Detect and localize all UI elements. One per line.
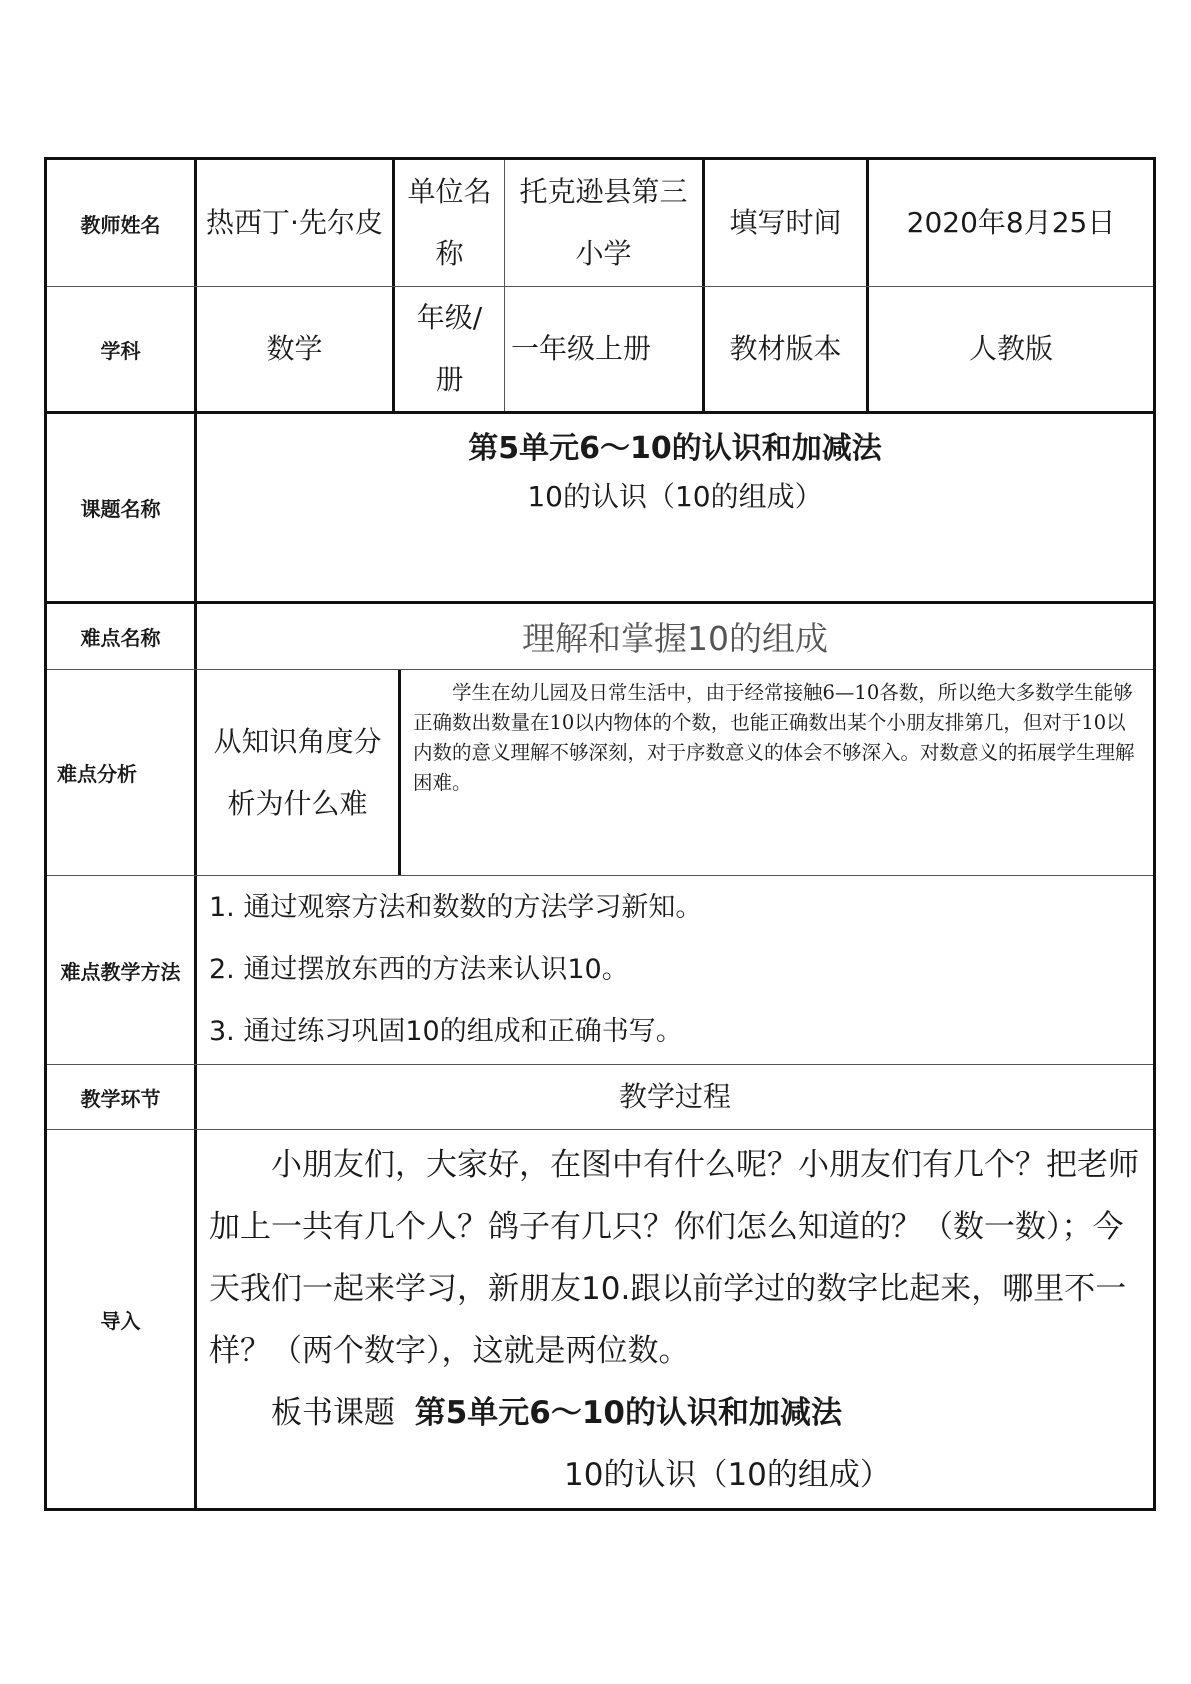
teacher-label: 教师姓名 — [80, 212, 161, 237]
header-row — [47, 160, 1153, 287]
teacher-value-cell — [197, 160, 395, 286]
analysis-text: 学生在幼儿园及日常生活中，由于经常接触6—10各数，所以绝大多数学生能够正确数出数量在10以内物体的个数，也能正确数出某个小朋友排第几，但对于10以内数的意义理解不够深刻，对于序数意义的体会不够深入。对数意义的拓展学生理解困难。 — [413, 681, 1135, 794]
process-value-cell — [197, 1065, 1153, 1129]
methods-label-cell — [47, 876, 197, 1064]
intro-label-cell — [47, 1130, 197, 1508]
subject-value-cell — [197, 287, 395, 411]
date-value-cell — [869, 160, 1153, 286]
process-label-cell — [47, 1065, 197, 1129]
edition-label-cell — [705, 287, 869, 411]
date-value: 2020年8月25日 — [906, 206, 1116, 239]
analysis-label-cell — [47, 670, 197, 875]
teacher-label-cell — [47, 160, 197, 286]
topic-label: 课题名称 — [80, 497, 161, 521]
intro-paragraph: 小朋友们，大家好，在图中有什么呢？小朋友们有几个？把老师加上一共有几个人？鸽子有几只？你们怎么知道的？（数一数）；今天我们一起来学习，新朋友10.跟以前学过的数字比起来，哪里不一样？（两个数字），这就是两位数。 — [209, 1147, 1139, 1369]
analysis-row — [47, 670, 1153, 876]
method-item: 3. 通过练习巩固10的组成和正确书写。 — [209, 1016, 683, 1047]
methods-list — [197, 876, 1153, 1064]
edition-value: 人教版 — [968, 332, 1053, 365]
grade-value: 一年级上册 — [511, 332, 652, 365]
difficulty-row — [47, 604, 1153, 670]
edition-value-cell — [869, 287, 1153, 411]
process-header-row — [47, 1065, 1153, 1130]
analysis-label: 难点分析 — [57, 762, 137, 786]
grade-label: 年级/册 — [416, 301, 483, 396]
edition-label: 教材版本 — [729, 332, 842, 365]
lesson-plan-table — [44, 157, 1156, 1511]
board-title-line — [209, 1382, 842, 1444]
process-label: 教学环节 — [80, 1086, 161, 1111]
intro-row — [47, 1130, 1153, 1508]
difficulty-label-cell — [47, 604, 197, 669]
teacher-name: 热西丁·先尔皮 — [206, 206, 383, 239]
grade-label-cell — [395, 287, 505, 411]
unit-label-cell — [395, 160, 505, 286]
subject-value: 数学 — [266, 332, 323, 365]
methods-label: 难点教学方法 — [60, 959, 181, 984]
grade-value-cell — [505, 287, 705, 411]
process-title: 教学过程 — [618, 1080, 731, 1113]
methods-row — [47, 876, 1153, 1065]
topic-label-cell — [47, 414, 197, 601]
topic-value-cell — [197, 414, 1153, 601]
method-item: 2. 通过摆放东西的方法来认识10。 — [209, 954, 629, 985]
difficulty-label: 难点名称 — [80, 626, 161, 650]
subject-label-cell — [47, 287, 197, 411]
board-subtitle: 10的认识（10的组成） — [564, 1457, 891, 1493]
method-item: 1. 通过观察方法和数数的方法学习新知。 — [209, 892, 703, 923]
subject-label: 学科 — [100, 338, 141, 363]
difficulty-value-cell — [197, 604, 1153, 669]
board-title: 第5单元6～10的认识和加减法 — [414, 1395, 842, 1431]
analysis-text-cell — [401, 670, 1153, 875]
unit-value-cell — [505, 160, 705, 286]
unit-name: 托克逊县第三小学 — [519, 175, 688, 270]
analysis-aspect: 从知识角度分析为什么难 — [213, 724, 382, 820]
difficulty-name: 理解和掌握10的组成 — [522, 619, 828, 658]
date-label: 填写时间 — [729, 206, 842, 239]
board-prefix: 板书课题 — [271, 1395, 395, 1431]
topic-subtitle: 10的认识（10的组成） — [527, 480, 823, 513]
unit-label: 单位名称 — [407, 175, 492, 270]
topic-row — [47, 414, 1153, 604]
date-label-cell — [705, 160, 869, 286]
subject-row — [47, 287, 1153, 414]
analysis-aspect-cell — [197, 670, 401, 875]
intro-content — [197, 1130, 1153, 1508]
topic-main-title: 第5单元6～10的认识和加减法 — [468, 431, 882, 466]
intro-label: 导入 — [100, 1308, 141, 1333]
